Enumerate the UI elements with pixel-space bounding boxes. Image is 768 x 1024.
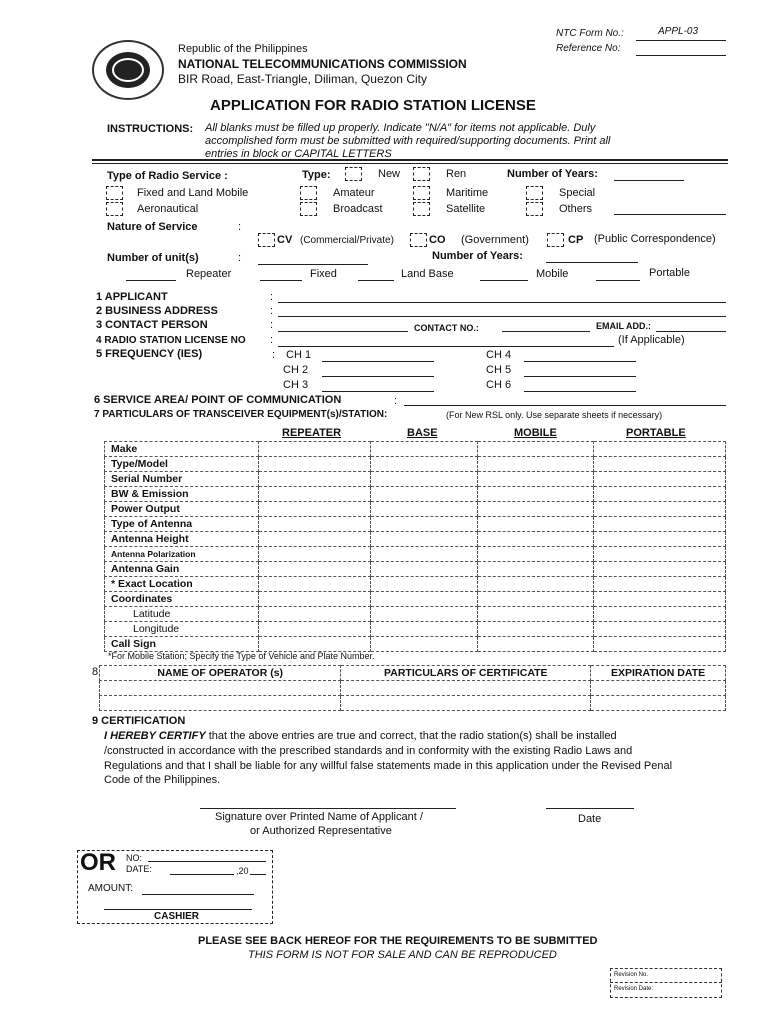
frequency-label: 5 FREQUENCY (IES)	[96, 348, 203, 360]
if-applicable-note: (If Applicable)	[618, 334, 685, 346]
table-row: Serial Number	[105, 472, 726, 487]
col-portable: PORTABLE	[626, 427, 686, 439]
col-mobile: MOBILE	[514, 427, 557, 439]
contact-no-label: CONTACT NO.:	[414, 323, 479, 333]
aeronautical-label: Aeronautical	[137, 203, 199, 215]
co-checkbox[interactable]	[410, 233, 427, 247]
cp-checkbox[interactable]	[547, 233, 564, 247]
ntc-seal-logo	[92, 40, 164, 100]
co-text: (Government)	[461, 234, 529, 246]
service-area-field[interactable]	[404, 405, 726, 406]
email-field[interactable]	[656, 331, 726, 332]
agency-line-1: Republic of the Philippines	[178, 43, 308, 55]
ch4-field[interactable]	[524, 361, 636, 362]
table-row	[100, 681, 726, 696]
ch1-field[interactable]	[322, 361, 434, 362]
business-address-field[interactable]	[278, 316, 726, 317]
others-checkbox[interactable]	[526, 202, 543, 216]
operator-section-number: 8	[92, 666, 99, 678]
license-no-label: 4 RADIO STATION LICENSE NO	[96, 335, 246, 346]
cv-code: CV	[277, 234, 293, 246]
broadcast-label: Broadcast	[333, 203, 383, 215]
col-expiration: EXPIRATION DATE	[591, 666, 726, 681]
table-row: Latitude	[105, 607, 726, 622]
form-title: APPLICATION FOR RADIO STATION LICENSE	[210, 97, 536, 114]
units-label: Number of unit(s)	[107, 252, 199, 264]
mobile-label: Mobile	[536, 268, 569, 280]
years2-label: Number of Years:	[432, 250, 523, 262]
email-label: EMAIL ADD.:	[596, 321, 651, 331]
cashier-label: CASHIER	[154, 911, 200, 922]
table-row	[100, 666, 726, 681]
or-no-field[interactable]	[148, 861, 266, 862]
amateur-checkbox[interactable]	[300, 186, 317, 200]
or-year-label: ,20	[236, 866, 249, 876]
table-row: Antenna Gain	[105, 562, 726, 577]
ren-label: Ren	[446, 168, 467, 180]
fixed-count-field[interactable]	[260, 280, 302, 281]
table-row: Longitude	[105, 622, 726, 637]
new-label: New	[378, 168, 401, 180]
reference-label: Reference No:	[556, 43, 621, 54]
co-code: CO	[429, 234, 446, 246]
signature-label-2: or Authorized Representative	[250, 825, 392, 837]
equipment-footnote: *For Mobile Station; Specify the Type of Vehicle and Plate Number.	[108, 651, 375, 661]
table-row: Type/Model	[105, 457, 726, 472]
date-label: Date	[578, 813, 602, 825]
equipment-table	[104, 441, 726, 652]
portable-count-field[interactable]	[596, 280, 640, 281]
cashier-field[interactable]	[104, 909, 252, 910]
cp-text: (Public Correspondence)	[594, 233, 716, 245]
table-row: Power Output	[105, 502, 726, 517]
table-row: Make	[105, 442, 726, 457]
contact-person-label: 3 CONTACT PERSON	[96, 319, 208, 331]
portable-label: Portable	[649, 267, 690, 279]
units-field[interactable]	[258, 264, 368, 265]
business-address-label: 2 BUSINESS ADDRESS	[96, 305, 218, 317]
repeater-label: Repeater	[186, 268, 232, 280]
others-field[interactable]	[614, 214, 726, 215]
or-date-field[interactable]	[170, 874, 234, 875]
table-row: Coordinates	[105, 592, 726, 607]
operator-table	[99, 665, 726, 711]
or-label: OR	[80, 849, 116, 876]
landbase-count-field[interactable]	[358, 280, 394, 281]
years2-field[interactable]	[546, 262, 638, 263]
table-row	[100, 696, 726, 711]
instructions-label: INSTRUCTIONS:	[107, 123, 194, 135]
particulars-label: 7 PARTICULARS OF TRANSCEIVER EQUIPMENT(s)/STATION:	[94, 409, 388, 420]
special-checkbox[interactable]	[526, 186, 543, 200]
or-no-label: NO:	[126, 853, 143, 863]
ch3-field[interactable]	[322, 391, 434, 392]
table-row: Call Sign	[105, 637, 726, 652]
ch5-label: CH 5	[486, 364, 512, 376]
instructions-line-2: accomplished form must be submitted with required/supporting documents. Print all	[205, 135, 611, 147]
col-operator-name: NAME OF OPERATOR (s)	[100, 666, 341, 681]
ch3-label: CH 3	[283, 379, 309, 391]
certification-line-1: I HEREBY CERTIFY that the above entries are true and correct, that the radio station(s) shall be installed	[104, 730, 617, 742]
ch6-field[interactable]	[524, 391, 636, 392]
years-label: Number of Years:	[507, 168, 598, 180]
col-repeater: REPEATER	[282, 427, 342, 439]
cv-checkbox[interactable]	[258, 233, 275, 247]
ch2-label: CH 2	[283, 364, 309, 376]
nature-of-service-label: Nature of Service	[107, 221, 198, 233]
repeater-count-field[interactable]	[126, 280, 176, 281]
amount-field[interactable]	[142, 894, 254, 895]
date-field[interactable]	[546, 808, 634, 809]
signature-label-1: Signature over Printed Name of Applicant /	[215, 811, 423, 823]
type-label: Type:	[302, 169, 331, 181]
aeronautical-checkbox[interactable]	[106, 202, 123, 216]
special-label: Special	[559, 187, 596, 199]
instructions-line-3: entries in block or CAPITAL LETTERS	[205, 148, 392, 160]
ch2-field[interactable]	[322, 376, 434, 377]
broadcast-checkbox[interactable]	[300, 202, 317, 216]
certification-line-2: /constructed in accordance with the prescribed standards and in conformity with the existing Radio Laws and	[104, 745, 633, 757]
satellite-checkbox[interactable]	[413, 202, 430, 216]
signature-field[interactable]	[200, 808, 456, 809]
mobile-count-field[interactable]	[480, 280, 528, 281]
amateur-label: Amateur	[333, 187, 375, 199]
col-base: BASE	[407, 427, 438, 439]
type-of-service-label: Type of Radio Service :	[107, 170, 228, 182]
maritime-label: Maritime	[446, 187, 489, 199]
new-checkbox[interactable]	[345, 167, 362, 181]
maritime-checkbox[interactable]	[413, 186, 430, 200]
applicant-field[interactable]	[278, 302, 726, 303]
footer-reproduction-note: THIS FORM IS NOT FOR SALE AND CAN BE REPRODUCED	[248, 949, 557, 961]
contact-person-field[interactable]	[278, 331, 408, 332]
fixed-label: Fixed	[310, 268, 337, 280]
applicant-label: 1 APPLICANT	[96, 291, 168, 303]
others-label: Others	[559, 203, 593, 215]
table-row: Antenna Height	[105, 532, 726, 547]
ch1-label: CH 1	[286, 349, 312, 361]
agency-address: BIR Road, East-Triangle, Diliman, Quezon City	[178, 72, 427, 86]
fixed-land-mobile-label: Fixed and Land Mobile	[137, 187, 249, 199]
service-area-label: 6 SERVICE AREA/ POINT OF COMMUNICATION	[94, 394, 342, 406]
ch6-label: CH 6	[486, 379, 512, 391]
ren-checkbox[interactable]	[413, 167, 430, 181]
col-particulars: PARTICULARS OF CERTIFICATE	[341, 666, 591, 681]
ntc-form-label: NTC Form No.:	[556, 28, 624, 39]
cv-text: (Commercial/Private)	[300, 235, 394, 246]
or-date-label: DATE:	[126, 864, 152, 874]
ch4-label: CH 4	[486, 349, 512, 361]
license-no-field[interactable]	[278, 346, 614, 347]
reference-field[interactable]	[636, 55, 726, 56]
satellite-label: Satellite	[446, 203, 486, 215]
land-base-label: Land Base	[401, 268, 454, 280]
fixed-land-mobile-checkbox[interactable]	[106, 186, 123, 200]
certification-line-4: Code of the Philippines.	[104, 774, 221, 786]
footer-requirements-note: PLEASE SEE BACK HEREOF FOR THE REQUIREMENTS TO BE SUBMITTED	[198, 935, 598, 947]
ntc-form-value: APPL-03	[658, 26, 699, 37]
years-field[interactable]	[614, 180, 684, 181]
certification-title: 9 CERTIFICATION	[92, 715, 186, 727]
certification-line-3: Regulations and that I shall be liable for any willful false statements made in this application under the Revised Penal	[104, 760, 673, 772]
table-row: * Exact Location	[105, 577, 726, 592]
table-row: Type of Antenna	[105, 517, 726, 532]
particulars-note: (For New RSL only. Use separate sheets if necessary)	[446, 410, 663, 420]
instructions-line-1: All blanks must be filled up properly. Indicate "N/A" for items not applicable. Duly	[205, 122, 596, 134]
contact-no-field[interactable]	[502, 331, 590, 332]
revision-date-label: Revision Date:	[614, 986, 654, 992]
cp-code: CP	[568, 234, 584, 246]
table-row: Antenna Polarization	[105, 547, 726, 562]
amount-label: AMOUNT:	[88, 883, 133, 894]
agency-name: NATIONAL TELECOMMUNICATIONS COMMISSION	[178, 57, 467, 71]
table-row: BW & Emission	[105, 487, 726, 502]
revision-no-label: Revision No.	[614, 972, 649, 978]
ch5-field[interactable]	[524, 376, 636, 377]
